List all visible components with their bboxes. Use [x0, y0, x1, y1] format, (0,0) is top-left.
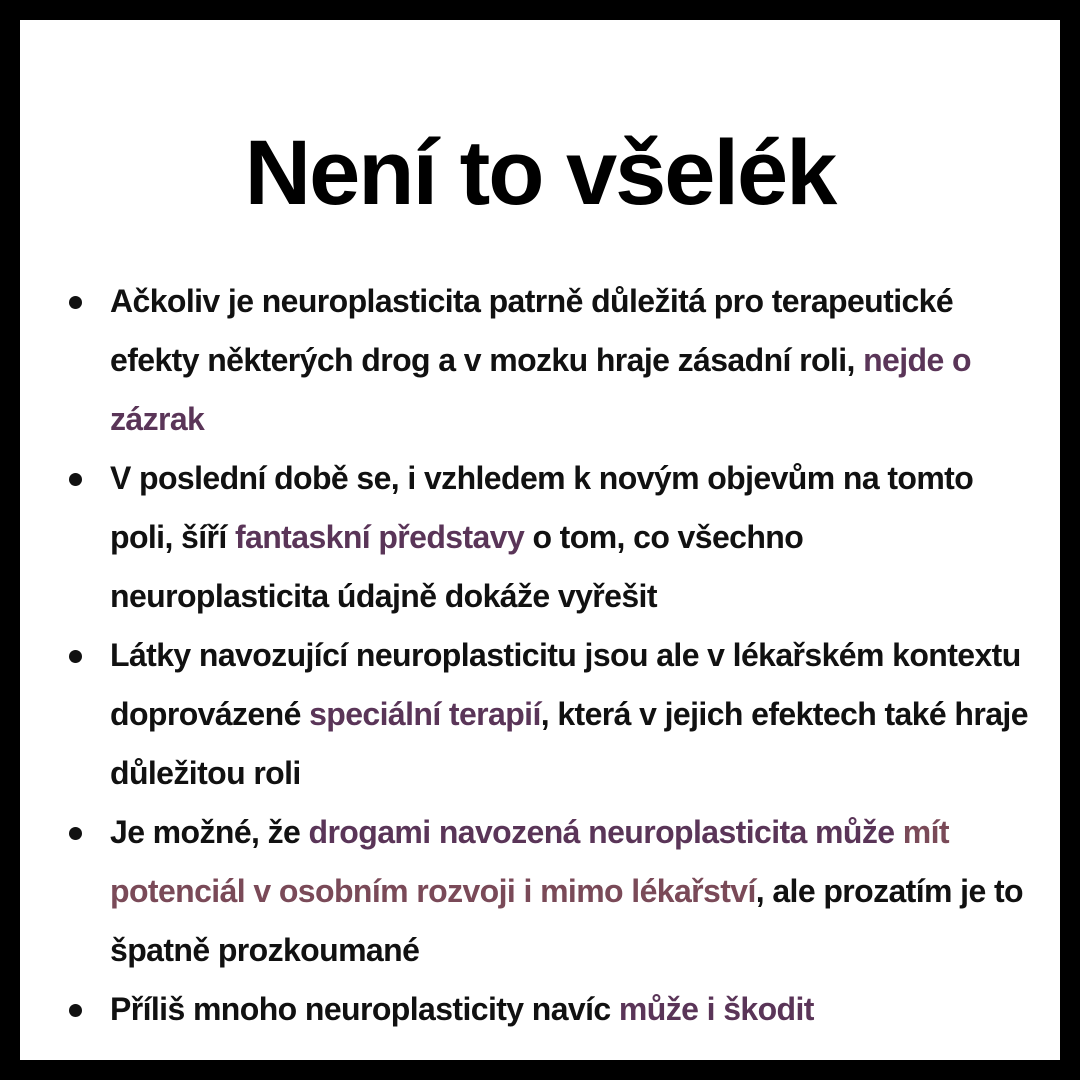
bullet-item — [20, 803, 1060, 980]
bullet-dot-icon — [69, 473, 82, 486]
bullet-item — [20, 449, 1060, 626]
bullet-text: Příliš mnoho neuroplasticity navíc — [110, 991, 619, 1027]
bullet-text-end: , která v jejich efektech také hraje důležitou roli — [110, 696, 1028, 791]
bullet-highlight: speciální terapií — [309, 696, 541, 732]
slide-frame — [20, 20, 1060, 1060]
slide-title: Není to všelék — [244, 122, 836, 224]
bullet-highlight-secondary: mít potenciál v osobním rozvoji i mimo lékařství — [110, 814, 949, 909]
bullet-item — [20, 980, 1060, 1039]
bullet-text-end: , ale prozatím je to špatně prozkoumané — [110, 873, 1023, 968]
bullet-dot-icon — [69, 827, 82, 840]
bullet-highlight: fantaskní představy — [234, 519, 525, 555]
bullet-dot-icon — [69, 1004, 82, 1017]
bullet-dot-icon — [69, 650, 82, 663]
bullet-dot-icon — [69, 296, 82, 309]
bullet-highlight: nejde o zázrak — [110, 342, 971, 437]
bullet-item — [20, 272, 1060, 449]
bullet-text: Ačkoliv je neuroplasticita patrně důležitá pro terapeutické efekty některých drog a v mozku hraje zásadní roli, — [110, 283, 954, 378]
bullet-text: V poslední době se, i vzhledem k novým objevům na tomto poli, šíří — [110, 460, 974, 555]
bullet-text: Je možné, že — [110, 814, 309, 850]
bullet-text-end: o tom, co všechno neuroplasticita údajně dokáže vyřešit — [110, 519, 804, 614]
bullet-highlight: drogami navozená neuroplasticita může — [308, 814, 903, 850]
bullet-text: Látky navozující neuroplasticitu jsou ale v lékařském kontextu doprovázené — [110, 637, 1021, 732]
bullet-highlight: může i škodit — [618, 991, 814, 1027]
bullet-item — [20, 626, 1060, 803]
bullet-list — [20, 272, 1060, 1039]
